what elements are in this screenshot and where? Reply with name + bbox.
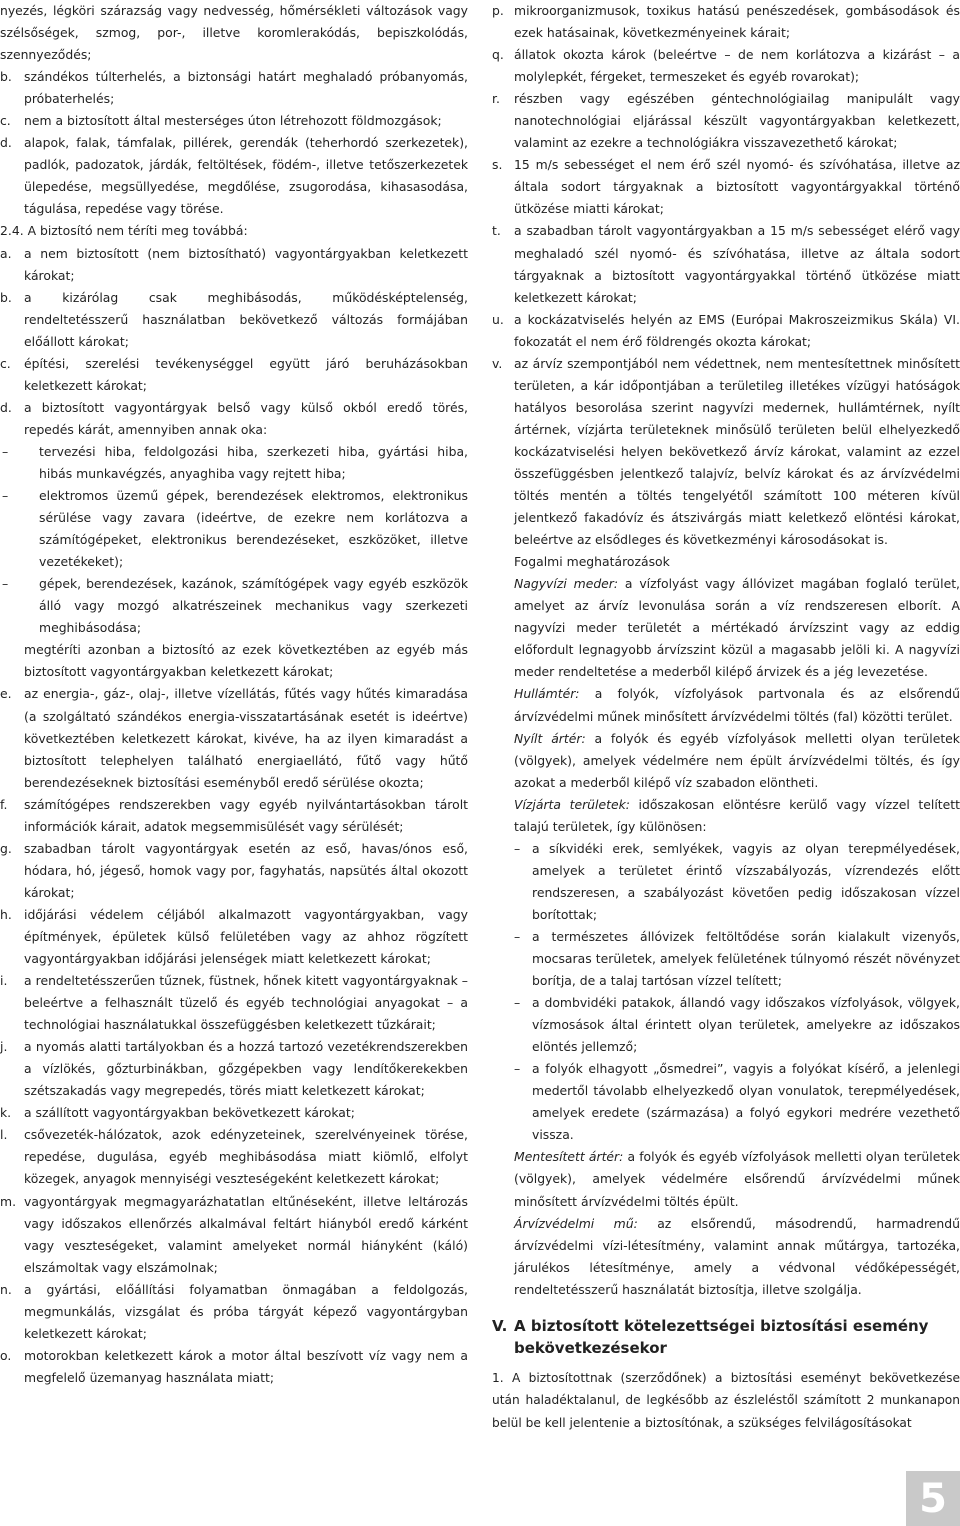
section-title-text: A biztosított kötelezettségei biztosítási esemény bekövetkezésekor xyxy=(514,1316,929,1357)
item-text: a nem biztosított (nem biztosítható) vagyontárgyakban keletkezett károkat; xyxy=(24,245,468,283)
definition: Vízjárta területek: időszakosan elöntésre kerülő vagy vízzel telített talajú területek, így különösen: xyxy=(514,796,960,834)
definition-term: Nagyvízi meder: xyxy=(514,576,619,592)
item-label: c. xyxy=(0,355,11,371)
item-text: alapok, falak, támfalak, pillérek, gerendák (teherhordó szerkezetek), padlók, padozatok, járdák, feltöltések, födém-, illetve tetőszerkezetek ülepedése, megsüllyedése, megdőlése, zsugorodása, kihasasodása, tágulása, repedése vagy törése. xyxy=(24,135,468,217)
definition-term: Árvízvédelmi mű: xyxy=(514,1215,638,1231)
list-item: v. az árvíz szempontjából nem védettnek, nem mentesítettnek minősített területen, a kár időpontjában a területileg illetékes vízügyi hatóságok hatályos besorolása szerint nagyvízi medernek, hullámtérnek, nyílt ártérnek, vízjárta területeknek minősülő területen belül elhelyezkedő kockázatviselési helyen bekövetkező árvíz károkat, valamint az ezzel összefüggésben jelentkező talajvíz, belvíz károkat és az árvízvédelmi töltés mentén a töltés tengelyétől számított 100 méteren kívül jelentkező fakadóvíz és átszivárgás miatt keletkező elöntési károkat, beleértve az elsődleges és következményi károsodásokat is. xyxy=(492,355,960,548)
definition-term: Vízjárta területek: xyxy=(514,796,630,812)
section-number: V. xyxy=(492,1316,508,1335)
item-label: d. xyxy=(0,135,12,151)
definition: Árvízvédelmi mű: az elsőrendű, másodrendű, harmadrendű árvízvédelmi vízi-létesítmény, valamint annak műtárgya, tartozéka, járulékos létesítménye, amely a védvonal védőképességét, rendeltetésszerű használatát biztosítja, illetve szolgálja. xyxy=(514,1215,960,1297)
list-item: n. a gyártási, előállítási folyamatban önmagában a feldolgozás, megmunkálás, vizsgálat és próba tárgyát képező vagyontárgyban keletkezett károkat; xyxy=(0,1281,468,1341)
list-item xyxy=(0,66,468,110)
list-item xyxy=(0,132,468,220)
definition: Mentesített ártér: a folyók és egyéb vízfolyások melletti olyan területek (völgyek), amelyek védelmére elsőrendű árvízvédelmi műnek minősített árvízvédelmi töltés épült. xyxy=(514,1149,960,1209)
subsection-heading: 2.4. A biztosító nem téríti meg továbbá: xyxy=(0,223,248,239)
list-item xyxy=(0,397,468,441)
list-item: h. időjárási védelem céljából alkalmazott vagyontárgyakban, vagy építmények, épületek külső felületében vagy az ahhoz rögzített vagyontárgyakban időjárási jelenségek miatt keletkezett károkat; xyxy=(0,906,468,967)
item-label: b. xyxy=(0,289,12,305)
list-item: m. vagyontárgyak megmagyarázhatatlan eltűnéseként, illetve leltározás vagy időszakos ellenőrzés alkalmával feltárt hiányból eredő kárként vagy veszteségeket, valamint amelyeket normál hiányként (káló) elszámoltak vagy elszámolnak; xyxy=(0,1193,468,1275)
list-item xyxy=(0,287,468,353)
dash-continuation: megtéríti azonban a biztosító az ezek következtében az egyéb más biztosított vagyontárgyakban keletkezett károkat; xyxy=(24,642,468,680)
dash-marker: – xyxy=(2,576,9,592)
item-text: szándékos túlterhelés, a biztonsági határt meghaladó próbanyomás, próbaterhelés; xyxy=(24,69,468,107)
item-text: a biztosított vagyontárgyak belső vagy külső okból eredő törés, repedés kárát, amennyiben annak oka: xyxy=(24,399,468,437)
list-item: o. motorokban keletkezett károk a motor által beszívott víz vagy nem a megfelelő üzemanyag használata miatt; xyxy=(0,1347,468,1385)
item-label: c. xyxy=(0,113,11,129)
list-item: r. részben vagy egészében géntechnológiailag manipulált vagy nanotechnológiai eljárással készült vagyontárgyakban keletkezett, valamint az ezekre a technológiákra visszavezethető károkat; xyxy=(492,91,960,151)
list-item: t. a szabadban tárolt vagyontárgyakban a 15 m/s sebességet elérő vagy meghaladó szél nyomó- és szívóhatása, illetve az általa sodort tárgyaknak a biztosított vagyontárgyakkal történő ütközése miatt keletkezett károkat; xyxy=(492,223,960,305)
final-paragraph xyxy=(492,1367,960,1435)
list-item: u. a kockázatviselés helyén az EMS (Európai Makroszeizmikus Skála) VI. fokozatát el nem érő földrengés okozta károkat; xyxy=(492,311,960,349)
paragraph-text: A biztosítottnak (szerződőnek) a biztosítási eseményt bekövetkezése után haladéktalanul, de legkésőbb az észleléstől számított 2 munkanapon belül be kell jelentenie a biztosítónak, a szükséges felvilágosításokat xyxy=(492,1370,960,1430)
dash-marker: – xyxy=(2,488,9,504)
list-item: k. a szállított vagyontárgyakban bekövetkezett károkat; xyxy=(0,1105,355,1121)
list-item: j. a nyomás alatti tartályokban és a hozzá tartozó vezetékrendszerekben a vízlökés, gőzturbinákban, gőzgépekben vagy lendítőkerekekben szétszakadás vagy megrepedés, törés miatt keletkezett károkat; xyxy=(0,1039,468,1099)
dash-marker: – xyxy=(514,995,521,1011)
definition-term: Nyílt ártér: xyxy=(514,730,586,746)
bullet-item: – a természetes állóvizek feltöltődése során kialakult vizenyős, mocsaras területek, amelyek felületének túlnyomó részét növényzet borítja, de a talaj tartósan vízzel telített; xyxy=(514,926,960,992)
list-item xyxy=(0,0,468,66)
dash-item: – tervezési hiba, feldolgozási hiba, szerkezeti hiba, gyártási hiba, hibás munkavégzés, anyaghiba vagy rejtett hiba; xyxy=(0,441,468,485)
left-column xyxy=(0,0,468,1389)
list-item: e. az energia-, gáz-, olaj-, illetve vízellátás, fűtés vagy hűtés kimaradása (a szolgáltató szándékos energia-visszatartásának esetét is ideértve) következtében keletkezett károkat, kivéve, ha az ilyen kimaradást a biztosított telephelyen található energiaellátó, fűtő vagy hűtő berendezéseknek biztosítási eseményből eredő sérülése okozta; xyxy=(0,686,468,790)
item-label: a. xyxy=(0,245,12,261)
dash-marker: – xyxy=(514,928,521,944)
item-text: építési, szerelési tevékenységgel együtt járó beruházásokban keletkezett károkat; xyxy=(24,355,468,393)
definition: Hullámtér: a folyók, vízfolyások partvonala és az elsőrendű árvízvédelmi műnek minősített árvízvédelmi töltés (fal) közötti terület. xyxy=(514,686,960,724)
dash-marker: – xyxy=(514,840,521,856)
dash-item: – gépek, berendezések, kazánok, számítógépek vagy egyéb eszközök álló vagy mozgó alkatrészeinek mechanikus vagy szerkezeti meghibásodása; xyxy=(0,573,468,639)
list-item xyxy=(0,110,468,132)
definitions xyxy=(492,551,960,1301)
section-heading xyxy=(492,1315,960,1359)
list-item xyxy=(0,243,468,287)
dash-marker: – xyxy=(514,1061,521,1077)
bullet-item: – a dombvidéki patakok, állandó vagy időszakos vízfolyások, völgyek, vízmosások által érintett olyan területek, amelyekre az időszakos elöntés jellemző; xyxy=(514,992,960,1058)
list-item: f. számítógépes rendszerekben vagy egyéb nyilvántartásokban tárolt információk kárait, adatok megsemmisülését vagy sérülését; xyxy=(0,796,468,834)
list-item: g. szabadban tárolt vagyontárgyak esetén az eső, havas/ónos eső, hódara, hó, jégeső, homok vagy por, fagyhatás, napsütés által okozott károkat; xyxy=(0,840,468,900)
list-item: q. állatok okozta károk (beleértve – de nem korlátozva a kizárást – a molylepkét, férgeket, termeszeket és egyéb rovarokat); xyxy=(492,47,960,85)
bullet-item: – a síkvidéki erek, semlyékek, vagyis az olyan terepmélyedések, amelyek a területet érintő vízszabályozás, vízrendezés előtt rendszeresen, a szabályozást követően pedig időszakosan vízzel borítottak; xyxy=(514,838,960,926)
list-item xyxy=(0,353,468,397)
definition-term: Hullámtér: xyxy=(514,686,580,702)
page-number-badge: 5 xyxy=(906,1471,960,1526)
list-item: p. mikroorganizmusok, toxikus hatású penészedések, gombásodások és ezek hatásainak, következményeinek kárait; xyxy=(492,3,960,41)
dash-marker: – xyxy=(2,443,9,459)
definition: Nagyvízi meder: a vízfolyást vagy állóvizet magában foglaló terület, amelyet az árvíz levonulása során a víz rendszeresen elborít. A nagyvízi meder területét a mértékadó árvízszint vagy az eddig előfordult legnagyobb árvízszint közül a magasabb jelöli ki. A nagyvízi meder rendeltetése a mederből kilépő árvizek és a jég levezetése. xyxy=(514,576,960,680)
list-item: s. 15 m/s sebességet el nem érő szél nyomó- és szívóhatása, illetve az általa sodort tárgyaknak a biztosított vagyontárgyakkal történő ütközése miatti károkat; xyxy=(492,157,960,217)
item-label: b. xyxy=(0,69,12,85)
dash-item: – elektromos üzemű gépek, berendezések elektromos, elektronikus sérülése vagy zavara (ideértve, de ezekre nem korlátozva a számítógépeket, elektronikus berendezéseket, eszközöket, illetve vezetékeket); xyxy=(0,485,468,573)
list-item: l. csővezeték-hálózatok, azok edényzeteinek, szerelvényeinek törése, repedése, dugulása, egyéb meghibásodása miatt kiömlő, elfolyt közegek, anyagok mennyiségi veszteségeként keletkezett károkat; xyxy=(0,1127,468,1187)
list-item: i. a rendeltetésszerűen tűznek, füstnek, hőnek kitett vagyontárgyaknak – beleértve a felhasznált tüzelő és egyéb technológiai anyagokat – a technológiai használatukkal összefüggésben keletkezett tűzkárait; xyxy=(0,973,468,1033)
bullet-item: – a folyók elhagyott „ősmedrei”, vagyis a folyókat kísérő, a jelenlegi medertől távolabb elhelyezkedő olyan vonulatok, terepmélyedések, amelyek eredete (származása) a folyó egykori medrére vezethető vissza. xyxy=(514,1058,960,1146)
definition: Nyílt ártér: a folyók és egyéb vízfolyások melletti olyan területek (völgyek), amelyek védelmére nem épült árvízvédelmi töltés, és így azokat a mederből kilépő víz szabadon elöntheti. xyxy=(514,730,960,790)
definitions-title: Fogalmi meghatározások xyxy=(514,554,670,570)
item-text: a kizárólag csak meghibásodás, működésképtelenség, rendeltetésszerű használatban bekövetkező változás formájában előállott károkat; xyxy=(24,289,468,349)
item-label: d. xyxy=(0,399,12,415)
item-text: nyezés, légköri szárazság vagy nedvesség, hőmérsékleti változások vagy szélsőségek, szmog, por-, illetve koromlerakódás, bepiszkolódás, szennyeződés; xyxy=(0,3,468,63)
right-column xyxy=(492,0,960,1434)
item-text: nem a biztosított által mesterséges úton létrehozott földmozgások; xyxy=(24,113,442,129)
paragraph-number: 1. xyxy=(492,1370,504,1385)
definition-term: Mentesített ártér: xyxy=(514,1149,624,1165)
